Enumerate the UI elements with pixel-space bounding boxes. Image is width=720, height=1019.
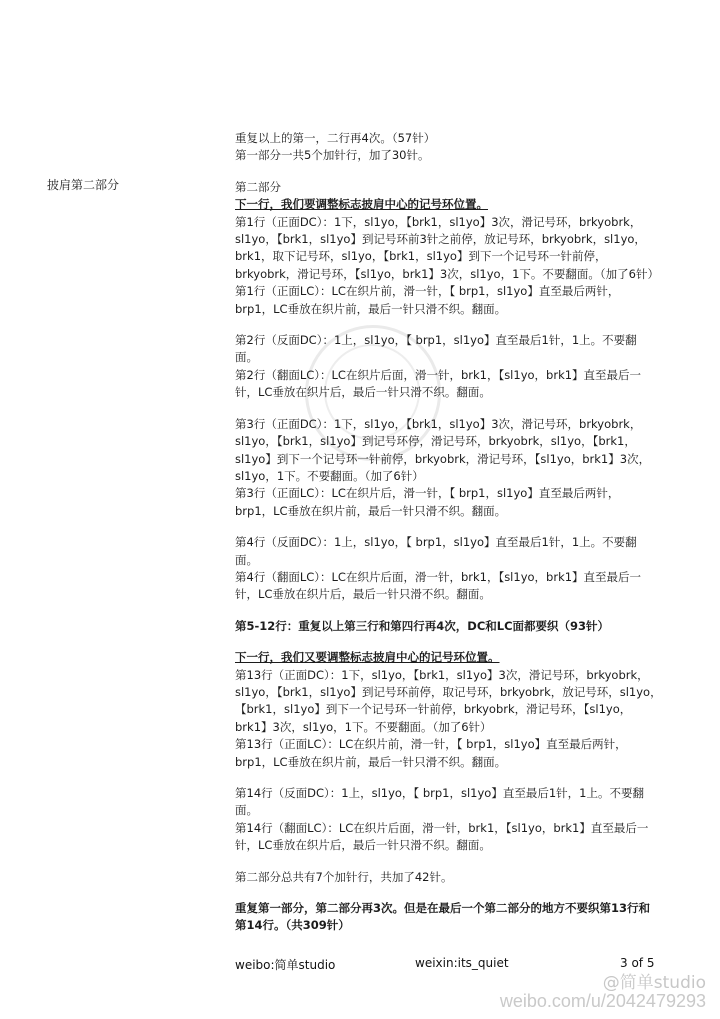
- instruction-line: 第2行（翻面LC）：LC在织片后面，滑一针，brk1，【sl1yo，brk1】直至最后一: [235, 367, 642, 382]
- instruction-line: 第14行。（共309针）: [235, 918, 350, 933]
- instruction-line: sl1yo，【brk1，sl1yo】到记号环前3针之前停，放记号环，brkyobrk，sl1yo，: [235, 232, 646, 247]
- instruction-line: sl1yo，【brk1，sl1yo】到记号环前停，取记号环，brkyobrk，放记号环，sl1yo，: [235, 684, 662, 699]
- instruction-line: brk1】3次，sl1yo，1下。不要翻面。（加了6针）: [235, 719, 492, 734]
- instruction-line: sl1yo，【brk1，sl1yo】到记号环停，滑记号环，brkyobrk，sl1yo，【brk1，: [235, 434, 636, 449]
- instruction-line: 第2行（反面DC）：1上，sl1yo，【 brp1，sl1yo】直至最后1针，1上。不要翻: [235, 333, 637, 348]
- instruction-line: brp1，LC垂放在织片前，最后一针只滑不织。翻面。: [235, 301, 507, 316]
- paragraph-gap: [235, 520, 675, 534]
- instruction-line: 面。: [235, 552, 258, 567]
- paragraph-gap: [235, 635, 675, 649]
- instruction-line: 第1行（正面LC）：LC在织片前，滑一针，【 brp1，sl1yo】直至最后两针，: [235, 284, 620, 299]
- instruction-line: 第4行（反面DC）：1上，sl1yo，【 brp1，sl1yo】直至最后1针，1上。不要翻: [235, 535, 637, 550]
- instruction-line: 第14行（翻面LC）：LC在织片后面，滑一针，brk1，【sl1yo，brk1】直至最后一: [235, 820, 649, 835]
- section-side-label: 披肩第二部分: [47, 178, 120, 192]
- instruction-line: brk1，取下记号环，sl1yo，【brk1，sl1yo】到下一个记号环一针前停，: [235, 249, 607, 264]
- instruction-line: 面。: [235, 803, 258, 818]
- paragraph-gap: [235, 318, 675, 332]
- instruction-line: 第13行（正面DC）：1下，sl1yo，【brk1，sl1yo】3次，滑记号环，brkyobrk，: [235, 667, 649, 682]
- footer-weibo: weibo:简单studio: [235, 958, 336, 972]
- instruction-line: brp1，LC垂放在织片前，最后一针只滑不织。翻面。: [235, 754, 507, 769]
- instruction-line: 第二部分总共有7个加针行，共加了42针。: [235, 869, 453, 884]
- instruction-line: 针，LC垂放在织片后，最后一针只滑不织。翻面。: [235, 385, 491, 400]
- instruction-line: 下一行，我们又要调整标志披肩中心的记号环位置。: [235, 650, 500, 665]
- instruction-line: 第二部分: [235, 179, 281, 194]
- instructions-body: [235, 130, 675, 935]
- instruction-line: 第3行（正面LC）：LC在织片后，滑一针，【 brp1，sl1yo】直至最后两针，: [235, 486, 620, 501]
- instruction-line: 【brk1，sl1yo】到下一个记号环一针前停，brkyobrk，滑记号环，【sl1yo，: [235, 702, 632, 717]
- instruction-line: 第14行（反面DC）：1上，sl1yo，【 brp1，sl1yo】直至最后1针，1上。不要翻: [235, 786, 644, 800]
- instruction-line: 重复第一部分，第二部分再3次。但是在最后一个第二部分的地方不要织第13行和: [235, 901, 651, 916]
- instruction-line: 重复以上的第一，二行再4次。（57针）: [235, 131, 436, 145]
- instruction-line: brkyobrk，滑记号环，【sl1yo，brk1】3次，sl1yo，1下。不要翻面。（加了6针）: [235, 266, 659, 281]
- instruction-line: 面。: [235, 350, 258, 365]
- instruction-line: 第13行（正面LC）：LC在织片前，滑一针，【 brp1，sl1yo】直至最后两针，: [235, 737, 627, 752]
- instruction-line: 第3行（正面DC）：1下，sl1yo，【brk1，sl1yo】3次，滑记号环，brkyobrk，: [235, 416, 642, 431]
- instruction-line: 第4行（翻面LC）：LC在织片后面，滑一针，brk1，【sl1yo，brk1】直至最后一: [235, 569, 642, 584]
- instruction-line: 针，LC垂放在织片后，最后一针只滑不织。翻面。: [235, 587, 491, 602]
- instruction-line: sl1yo，1下。不要翻面。（加了6针）: [235, 468, 424, 483]
- paragraph-gap: [235, 886, 675, 900]
- footer-weixin: weixin:its_quiet: [415, 956, 509, 970]
- watermark-url: weibo.com/u/2042479293: [499, 991, 706, 1011]
- watermark-handle: @简单studio: [602, 973, 706, 993]
- paragraph-gap: [235, 604, 675, 618]
- instruction-line: sl1yo】到下一个记号环一针前停，brkyobrk，滑记号环，【sl1yo，brk1】3次，: [235, 451, 651, 466]
- paragraph-gap: [235, 855, 675, 869]
- instruction-line: brp1，LC垂放在织片前，最后一针只滑不织。翻面。: [235, 503, 507, 518]
- instruction-line: 第5-12行：重复以上第三行和第四行再4次，DC和LC面都要织（93针）: [235, 618, 610, 633]
- instruction-line: 第1行（正面DC）：1下，sl1yo，【brk1，sl1yo】3次，滑记号环，brkyobrk，: [235, 214, 642, 229]
- instruction-line: 下一行，我们要调整标志披肩中心的记号环位置。: [235, 197, 488, 212]
- paragraph-gap: [235, 771, 675, 785]
- instruction-line: 针，LC垂放在织片后，最后一针只滑不织。翻面。: [235, 838, 491, 853]
- paragraph-gap: [235, 165, 675, 179]
- instruction-line: 第一部分一共5个加针行，加了30针。: [235, 148, 430, 163]
- paragraph-gap: [235, 402, 675, 416]
- footer-page-number: 3 of 5: [620, 956, 655, 970]
